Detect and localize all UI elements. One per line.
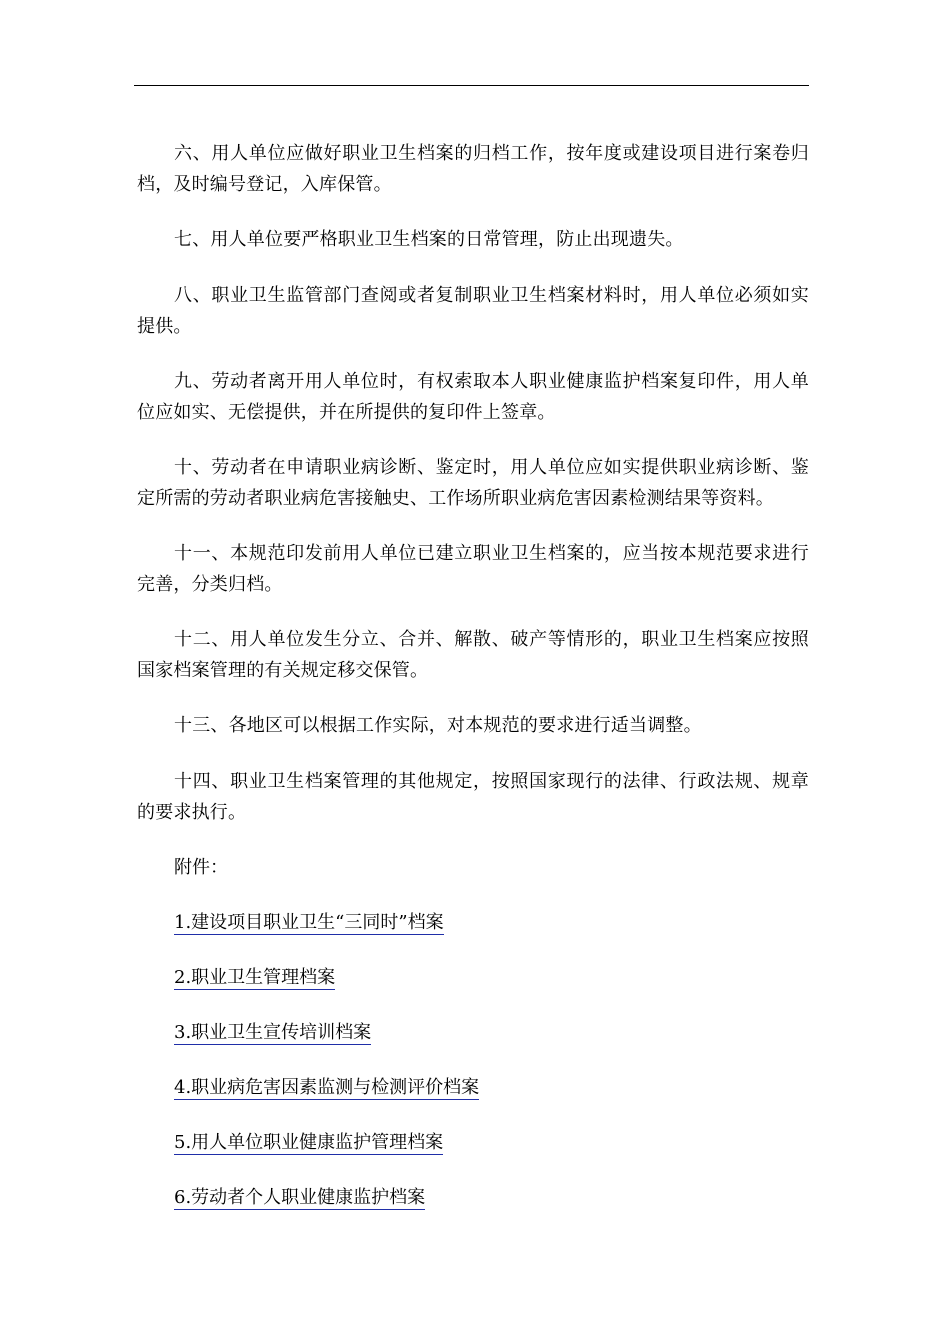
list-item [174,1017,809,1048]
paragraph-10: 十、劳动者在申请职业病诊断、鉴定时，用人单位应如实提供职业病诊断、鉴定所需的劳动者职业病危害接触史、工作场所职业病危害因素检测结果等资料。 [137,457,809,509]
header-rule [134,85,809,86]
paragraph-9: 九、劳动者离开用人单位时，有权索取本人职业健康监护档案复印件，用人单位应如实、无偿提供，并在所提供的复印件上签章。 [137,371,809,423]
attachment-link-6[interactable]: 6.劳动者个人职业健康监护档案 [174,1187,426,1208]
list-item [174,1127,809,1158]
list-item [174,962,809,993]
document-body [137,138,809,1237]
attachment-link-5[interactable]: 5.用人单位职业健康监护管理档案 [174,1132,444,1153]
attachments-heading: 附件： [174,857,228,878]
paragraph-12: 十二、用人单位发生分立、合并、解散、破产等情形的，职业卫生档案应按照国家档案管理的有关规定移交保管。 [137,629,809,681]
paragraph-7: 七、用人单位要严格职业卫生档案的日常管理，防止出现遗失。 [174,229,684,250]
attachment-link-4[interactable]: 4.职业病危害因素监测与检测评价档案 [174,1077,480,1098]
paragraph-13: 十三、各地区可以根据工作实际，对本规范的要求进行适当调整。 [174,715,702,736]
paragraph-6: 六、用人单位应做好职业卫生档案的归档工作，按年度或建设项目进行案卷归档，及时编号登记，入库保管。 [137,143,809,195]
attachments-list [137,907,809,1213]
paragraph-8: 八、职业卫生监管部门查阅或者复制职业卫生档案材料时，用人单位必须如实提供。 [137,285,809,337]
paragraph-14: 十四、职业卫生档案管理的其他规定，按照国家现行的法律、行政法规、规章的要求执行。 [137,771,809,823]
attachment-link-1[interactable]: 1.建设项目职业卫生“三同时”档案 [174,912,444,933]
attachment-link-3[interactable]: 3.职业卫生宣传培训档案 [174,1022,372,1043]
paragraph-11: 十一、本规范印发前用人单位已建立职业卫生档案的，应当按本规范要求进行完善，分类归档。 [137,543,809,595]
list-item [174,907,809,938]
attachment-link-2[interactable]: 2.职业卫生管理档案 [174,967,336,988]
list-item [174,1072,809,1103]
list-item [174,1182,809,1213]
